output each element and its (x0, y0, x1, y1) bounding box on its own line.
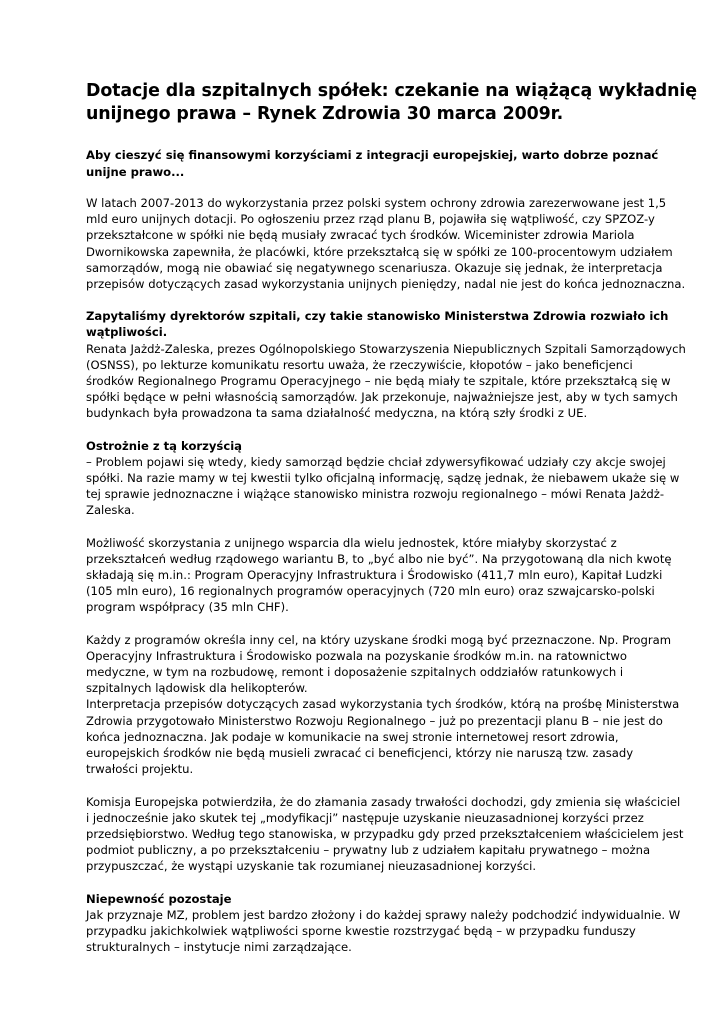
text-line: Dwornikowska zapewniła, że placówki, które przekształcą się w spółki ze 100-procentowym udziałem (86, 244, 673, 259)
text-line: budynkach była prowadzona ta sama działalność medyczna, na którą szły środki z UE. (86, 406, 588, 421)
text-line: przypuszczać, że wystąpi uzyskanie tak rozumianej nieuzasadnionej korzyści. (86, 859, 537, 874)
text-line: Jak przyznaje MZ, problem jest bardzo złożony i do każdej sprawy należy podchodzić indywidualnie. W (86, 907, 681, 922)
text-line: przekształceń według rządowego wariantu B, to „być albo nie być”. Na przygotowaną dla nich kwotę (86, 551, 672, 566)
text-line: spółki będące w pełni własnością samorządów. Jak przekonuje, najważniejsze jest, aby w tych samych (86, 390, 678, 405)
text-line: tej sprawie jednoznaczne i wiążące stanowisko ministra rozwoju regionalnego – mówi Renata Jażdż- (86, 487, 665, 502)
text-line: przedsiębiorstwo. Według tego stanowiska, w przypadku gdy przed przekształceniem właścicielem jest (86, 826, 684, 841)
paragraph-closing (86, 907, 681, 956)
text-line: Renata Jażdż-Zaleska, prezes Ogólnopolskiego Stowarzyszenia Niepublicznych Szpitali Samorządowych (86, 341, 686, 356)
text-line: W latach 2007-2013 do wykorzystania przez polski system ochrony zdrowia zarezerwowane jest 1,5 (86, 196, 667, 210)
paragraph-funding (86, 535, 672, 616)
text-line: przekształcone w spółki nie będą musiały zwracać tych środków. Wiceminister zdrowia Mariola (86, 228, 635, 243)
text-line: spółki. Na razie mamy w tej kwestii tylko oficjalną informację, sądzę jednak, że niebawem ukaże się w (86, 471, 680, 486)
text-line: mld euro unijnych dotacji. Po ogłoszeniu przez rząd planu B, pojawiła się wątpliwość, czy SPZOZ-y (86, 212, 655, 227)
text-line: Interpretacja przepisów dotyczących zasad wykorzystania tych środków, którą na prośbę Ministerstwa (86, 697, 680, 712)
text-line: szpitalnych lądowisk dla helikopterów. (86, 681, 308, 696)
text-line: przepisów dotyczących zasad wykorzystania unijnych pieniędzy, nadal nie jest do końca jednoznaczna. (86, 277, 686, 292)
section-heading-caution (86, 438, 646, 454)
text-line: (OSNSS), po lekturze komunikatu resortu uważa, że rzeczywiście, kłopotów – jako beneficjenci (86, 357, 633, 372)
title-line: unijnego prawa – Rynek Zdrowia 30 marca 2009r. (86, 104, 564, 124)
heading-line: Zapytaliśmy dyrektorów szpitali, czy takie stanowisko Ministerstwa Zdrowia rozwiało ich (86, 309, 669, 324)
lead-line: Aby cieszyć się finansowymi korzyściami z integracji europejskiej, warto dobrze poznać (86, 148, 659, 162)
heading-line: wątpliwości. (86, 325, 168, 340)
paragraph-osnss (86, 341, 686, 422)
paragraph-commission (86, 794, 684, 875)
text-line: Operacyjny Infrastruktura i Środowisko pozwala na pozyskanie środków m.in. na ratownictwo (86, 648, 627, 663)
text-line: program współpracy (35 mln CHF). (86, 600, 289, 615)
section-heading-uncertainty (86, 891, 646, 907)
lead-line: unijne prawo... (86, 165, 185, 179)
text-line: końca jednoznaczna. Jak podaje w komunikacie na swej stronie internetowej resort zdrowia, (86, 729, 619, 744)
text-line: Zaleska. (86, 503, 135, 518)
text-line: strukturalnych – instytucje nimi zarządzające. (86, 940, 352, 955)
text-line: składają się m.in.: Program Operacyjny Infrastruktura i Środowisko (411,7 mln euro), Kapitał Ludzki (86, 568, 663, 583)
article-lead (86, 147, 659, 181)
text-line: Komisja Europejska potwierdziła, że do złamania zasady trwałości dochodzi, gdy zmienia się właściciel (86, 794, 681, 809)
section-heading-directors (86, 308, 669, 340)
text-line: samorządów, mogą nie obawiać się negatywnego scenariusza. Okazuje się jednak, że interpretacja (86, 260, 663, 275)
heading-line: Ostrożnie z tą korzyścią (86, 438, 243, 453)
title-line: Dotacje dla szpitalnych spółek: czekanie na wiążącą wykładnię (86, 81, 697, 101)
text-line: Możliwość skorzystania z unijnego wsparcia dla wielu jednostek, które miałyby skorzystać z (86, 535, 617, 550)
text-line: Każdy z programów określa inny cel, na który uzyskane środki mogą być przeznaczone. Np. Program (86, 632, 672, 647)
heading-line: Niepewność pozostaje (86, 891, 232, 906)
text-line: medyczne, w tym na rozbudowę, remont i doposażenie szpitalnych oddziałów ratunkowych i (86, 665, 624, 680)
text-line: podmiot publiczny, a po przekształceniu – prywatny lub z udziałem kapitału prywatnego – można (86, 843, 651, 858)
text-line: europejskich środków nie będą musieli zwracać ci beneficjenci, którzy nie naruszą tzw. zasady (86, 746, 634, 761)
article (86, 80, 697, 955)
article-title (86, 80, 697, 126)
text-line: środków Regionalnego Programu Operacyjnego – nie będą miały te szpitale, które przekształcą się w (86, 374, 671, 389)
text-line: i jednocześnie jako skutek tej „modyfikacji” następuje uzyskanie nieuzasadnionej korzyści przez (86, 810, 644, 825)
text-line: Zdrowia przygotowało Ministerstwo Rozwoju Regionalnego – już po prezentacji planu B – nie jest do (86, 713, 663, 728)
paragraph-problem (86, 454, 680, 519)
paragraph-programs (86, 632, 680, 778)
paragraph-intro (86, 195, 686, 292)
text-line: (105 mln euro), 16 regionalnych programów operacyjnych (720 mln euro) oraz szwajcarsko-polski (86, 584, 655, 599)
text-line: – Problem pojawi się wtedy, kiedy samorząd będzie chciał zdywersyfikować udziały czy akcje swojej (86, 454, 666, 469)
text-line: przypadku jakichkolwiek wątpliwości sporne kwestie rozstrzygać będą – w przypadku funduszy (86, 923, 636, 938)
text-line: trwałości projektu. (86, 762, 194, 777)
